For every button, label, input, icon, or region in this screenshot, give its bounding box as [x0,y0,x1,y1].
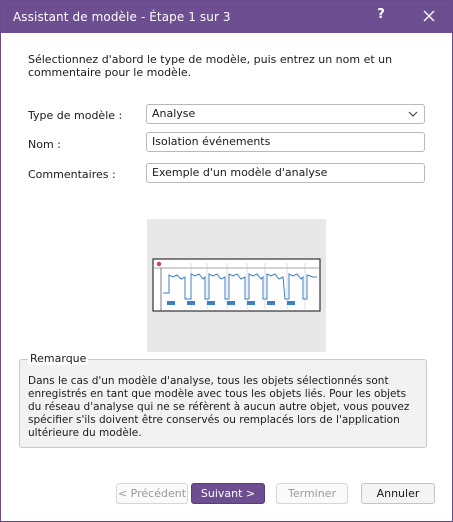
name-input-value: Isolation événements [152,135,271,148]
cancel-button[interactable]: Annuler [361,483,435,504]
chevron-down-icon [408,109,418,119]
comment-input-value: Exemple d'un modèle d'analyse [152,166,328,179]
finish-button[interactable]: Terminer [276,483,348,504]
name-label: Nom : [28,138,61,151]
note-box [19,352,427,448]
help-icon: ? [377,7,385,22]
close-icon [413,4,445,28]
title-bar [1,1,452,33]
previous-button[interactable]: < Précédent [116,483,188,504]
note-title: Remarque [30,352,87,365]
analysis-chart-thumbnail-icon [147,219,326,352]
comment-label: Commentaires : [28,168,116,181]
intro-text: Sélectionnez d'abord le type de modèle, puis entrez un nom et un commentaire pour le modèle. [28,53,393,79]
type-label: Type de modèle : [28,109,123,122]
close-button[interactable] [413,4,445,28]
template-type-value: Analyse [152,107,196,120]
name-input[interactable] [146,132,425,152]
comment-input[interactable] [146,163,425,183]
template-preview-thumbnail [147,219,326,352]
window-title: Assistant de modèle - Étape 1 sur 3 [13,10,231,24]
note-text: Dans le cas d'un modèle d'analyse, tous les objets sélectionnés sont enregistrés en tant que modèle avec tous les objets liés. Pour les objets du réseau d'analyse qui ne se réfèrent à aucun autre objet, vous pouvez spécifier s'ils doivent être conservés ou remplacés lors de l'application ultérieure du modèle. [28,375,410,439]
next-button[interactable]: Suivant > [191,483,265,504]
help-button[interactable] [367,5,395,27]
template-type-select[interactable] [146,104,425,124]
